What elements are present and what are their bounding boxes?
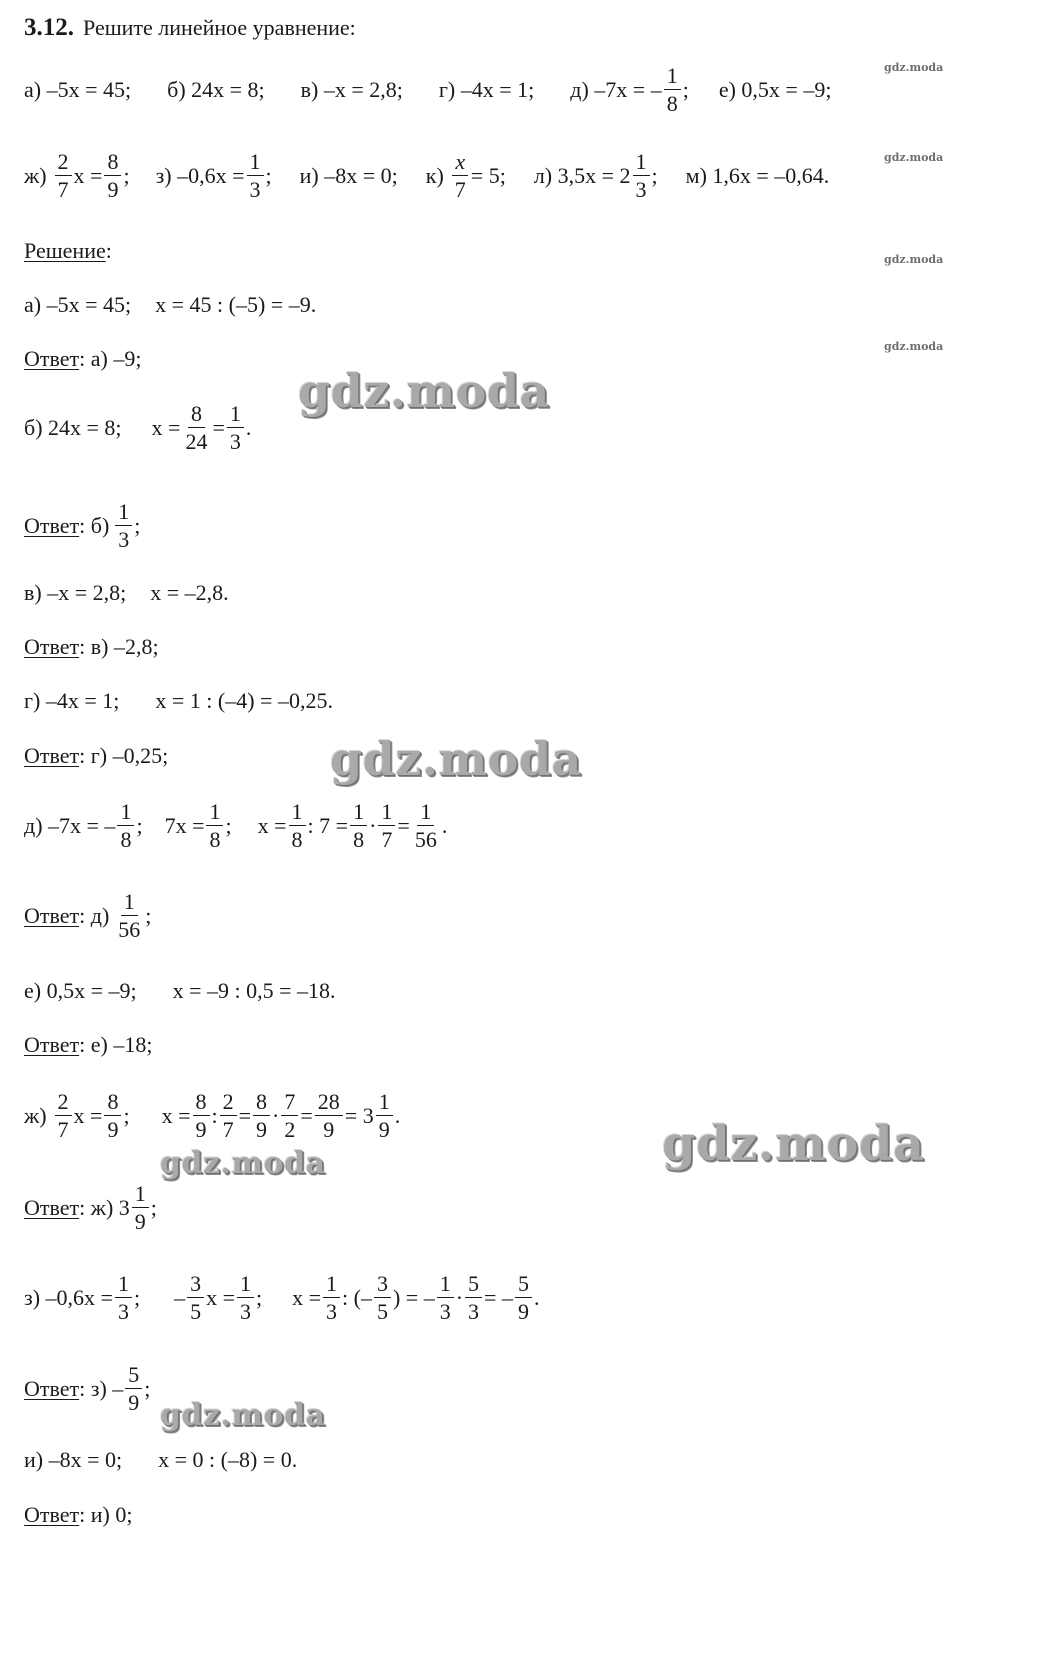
fraction (115, 1272, 132, 1324)
numerator: 1 (115, 500, 132, 526)
numerator: 8 (104, 1090, 121, 1116)
answer-a-value: а) –9; (90, 346, 142, 371)
watermark-medium: gdz.moda (160, 1398, 326, 1433)
close-equals: ) = – (392, 1284, 435, 1310)
answer-z-prefix: з) – (90, 1375, 124, 1401)
solution-g-work: x = 1 : (–4) = –0,25. (155, 688, 333, 713)
semicolon: ; (225, 812, 232, 838)
answer-b-suffix: ; (134, 512, 141, 538)
fraction (289, 800, 306, 852)
answer-label: Ответ (24, 1502, 80, 1527)
period: . (245, 414, 252, 440)
solution-label: Решение (24, 238, 106, 263)
answer-d-suffix: ; (145, 902, 152, 928)
task-b: б) 24x = 8; (167, 76, 265, 102)
solution-v-equation: в) –x = 2,8; (24, 580, 127, 605)
denominator: 7 (57, 176, 69, 202)
task-k-fraction (452, 150, 469, 202)
solution-d-7x: 7x = (164, 812, 205, 838)
solution-d (24, 800, 447, 852)
equals-sign: = 3 (344, 1102, 374, 1128)
solution-z-x: x = (292, 1284, 322, 1310)
denominator: 3 (118, 526, 130, 552)
answer-g-value: г) –0,25; (90, 743, 169, 768)
answer-i-value: и) 0; (90, 1502, 133, 1527)
denominator: 9 (517, 1298, 529, 1324)
denominator: 3 (249, 176, 261, 202)
equals-sign: = (212, 414, 225, 440)
period: . (394, 1102, 401, 1128)
equals-sign: = (300, 1102, 313, 1128)
answer-zh: Ответ : ж) 3 $\frac{1}{9}$ ; (24, 1181, 157, 1234)
answer-label: Ответ (24, 1375, 80, 1401)
numerator: 5 (465, 1272, 482, 1298)
solution-d-x: x = (257, 812, 287, 838)
answer-label: Ответ (24, 634, 80, 659)
numerator: 7 (281, 1090, 298, 1116)
answer-b: Ответ : б) $\frac{1}{3}$ ; (24, 499, 141, 552)
equals-sign: = (397, 812, 410, 838)
numerator: x (452, 150, 468, 176)
numerator: 1 (121, 890, 138, 916)
fraction (374, 1272, 391, 1324)
denominator: 9 (378, 1116, 390, 1142)
fraction (412, 800, 440, 852)
fraction (350, 800, 367, 852)
solution-e (24, 978, 336, 1004)
denominator: 9 (256, 1116, 268, 1142)
numerator: 1 (115, 1272, 132, 1298)
x-equals: x = (73, 1102, 103, 1128)
denominator: 3 (635, 176, 647, 202)
solution-b-equation: б) 24x = 8; (24, 414, 122, 440)
watermark-small: gdz.moda (884, 61, 944, 74)
watermark-large: gdz.moda (298, 364, 550, 418)
numerator: 1 (247, 150, 264, 176)
numerator: 2 (220, 1090, 237, 1116)
fraction (104, 1090, 121, 1142)
task-l-fraction (633, 150, 650, 202)
task-l-prefix: л) 3,5x = 2 (533, 162, 631, 188)
numerator: 5 (125, 1363, 142, 1389)
solution-v (24, 580, 229, 606)
denominator: 5 (190, 1298, 202, 1324)
period: . (533, 1284, 540, 1310)
fraction (315, 1090, 343, 1142)
task-m: м) 1,6x = –0,64. (685, 162, 830, 188)
numerator: 5 (515, 1272, 532, 1298)
answer-zh-fraction (132, 1182, 149, 1234)
task-z-prefix: з) –0,6x = (155, 162, 245, 188)
problem-title: Решите линейное уравнение: (83, 15, 356, 40)
task-row-1 (24, 64, 831, 116)
watermark-medium: gdz.moda (160, 1146, 326, 1181)
fraction (437, 1272, 454, 1324)
denominator: 3 (439, 1298, 451, 1324)
fraction (378, 800, 395, 852)
answer-d-fraction (115, 890, 143, 942)
answer-z: Ответ : з) – $\frac{5}{9}$ ; (24, 1362, 151, 1415)
solution-g-equation: г) –4x = 1; (24, 688, 120, 713)
task-d-prefix: д) –7x = – (570, 76, 662, 102)
answer-v: Ответ : в) –2,8; (24, 634, 159, 659)
equals-minus: = – (484, 1284, 513, 1310)
colon: : (211, 1102, 218, 1128)
numerator: 1 (350, 800, 367, 826)
answer-label: Ответ (24, 1032, 80, 1057)
task-z-suffix: ; (265, 162, 272, 188)
task-g: г) –4x = 1; (438, 76, 535, 102)
numerator: 1 (417, 800, 434, 826)
numerator: 2 (55, 150, 72, 176)
denominator: 7 (381, 826, 393, 852)
solution-z-prefix: з) –0,6x = (24, 1284, 113, 1310)
numerator: 1 (206, 800, 223, 826)
numerator: 8 (188, 402, 205, 428)
answer-a: Ответ : а) –9; (24, 346, 142, 371)
denominator: 7 (222, 1116, 234, 1142)
x-equals: x = (206, 1284, 235, 1310)
denominator: 8 (353, 826, 365, 852)
task-z-fraction (247, 150, 264, 202)
numerator: 1 (117, 800, 134, 826)
fraction (193, 1090, 210, 1142)
fraction (227, 402, 244, 454)
task-zh-fraction-2 (104, 150, 121, 202)
answer-zh-suffix: ; (150, 1194, 157, 1220)
denominator: 8 (120, 826, 132, 852)
task-v: в) –x = 2,8; (300, 76, 403, 102)
numerator: 3 (187, 1272, 204, 1298)
watermark-large: gdz.moda (662, 1116, 925, 1172)
watermark-small: gdz.moda (884, 151, 944, 164)
period: . (441, 812, 448, 838)
answer-label: Ответ (24, 902, 80, 928)
numerator: 3 (374, 1272, 391, 1298)
task-zh-prefix: ж) (24, 162, 47, 188)
semicolon: ; (123, 1102, 130, 1128)
fraction (220, 1090, 237, 1142)
semicolon: ; (255, 1284, 263, 1310)
denominator: 9 (107, 1116, 119, 1142)
numerator: 8 (193, 1090, 210, 1116)
problem-header (24, 14, 356, 42)
numerator: 1 (227, 402, 244, 428)
solution-i (24, 1447, 297, 1473)
solution-d-prefix: д) –7x = – (24, 812, 116, 838)
denominator: 3 (117, 1298, 129, 1324)
task-d-suffix: ; (682, 76, 689, 102)
numerator: 1 (437, 1272, 454, 1298)
answer-z-suffix: ; (144, 1375, 151, 1401)
fraction (206, 800, 223, 852)
fraction (323, 1272, 340, 1324)
fraction (376, 1090, 393, 1142)
denominator: 56 (414, 826, 437, 852)
answer-g: Ответ : г) –0,25; (24, 743, 169, 768)
answer-label: Ответ (24, 512, 80, 538)
answer-e-value: е) –18; (90, 1032, 153, 1057)
solution-v-work: x = –2,8. (150, 580, 229, 605)
denominator: 3 (239, 1298, 251, 1324)
numerator: 1 (376, 1090, 393, 1116)
task-i: и) –8x = 0; (299, 162, 398, 188)
task-l-suffix: ; (651, 162, 658, 188)
numerator: 1 (664, 64, 681, 90)
denominator: 9 (107, 176, 119, 202)
fraction (253, 1090, 270, 1142)
numerator: 1 (289, 800, 306, 826)
multiply-dot: · (455, 1284, 464, 1310)
denominator: 7 (454, 176, 466, 202)
colon-open: : (– (342, 1284, 372, 1310)
task-zh-mid: x = (73, 162, 103, 188)
division: : 7 = (307, 812, 349, 838)
numerator: 2 (55, 1090, 72, 1116)
numerator: 1 (237, 1272, 254, 1298)
denominator: 56 (118, 916, 141, 942)
denominator: 5 (376, 1298, 388, 1324)
task-zh-suffix: ; (123, 162, 130, 188)
solution-heading: Решение : (24, 238, 112, 263)
problem-number: 3.12. (24, 14, 74, 41)
solution-z (24, 1272, 539, 1324)
fraction (237, 1272, 254, 1324)
task-e: е) 0,5x = –9; (718, 76, 832, 102)
task-k-prefix: к) (425, 162, 444, 188)
task-a: а) –5x = 45; (24, 76, 132, 102)
fraction (465, 1272, 482, 1324)
denominator: 8 (291, 826, 303, 852)
solution-e-equation: е) 0,5x = –9; (24, 978, 137, 1003)
answer-label: Ответ (24, 1194, 80, 1220)
answer-d-prefix: д) (90, 902, 110, 928)
solution-a (24, 292, 316, 318)
equals-sign: = (238, 1102, 252, 1128)
solution-a-work: x = 45 : (–5) = –9. (155, 292, 317, 317)
answer-b-fraction (115, 500, 132, 552)
denominator: 9 (128, 1389, 140, 1415)
denominator: 8 (209, 826, 221, 852)
answer-b-prefix: б) (90, 512, 110, 538)
fraction (182, 402, 210, 454)
solution-zh (24, 1090, 400, 1142)
numerator: 8 (104, 150, 121, 176)
numerator: 1 (378, 800, 395, 826)
solution-zh-x: x = (161, 1102, 191, 1128)
denominator: 2 (284, 1116, 296, 1142)
fraction (55, 1090, 72, 1142)
fraction (117, 800, 134, 852)
multiply-dot: · (272, 1102, 280, 1128)
watermark-large: gdz.moda (330, 732, 582, 786)
solution-b-x: x = (151, 414, 181, 440)
answer-z-fraction (125, 1363, 142, 1415)
answer-zh-prefix: ж) 3 (90, 1194, 130, 1220)
answer-label: Ответ (24, 346, 80, 371)
numerator: 1 (132, 1182, 149, 1208)
fraction (515, 1272, 532, 1324)
answer-label: Ответ (24, 743, 80, 768)
solution-i-work: x = 0 : (–8) = 0. (158, 1447, 298, 1472)
multiply-dot: · (369, 812, 377, 838)
numerator: 8 (253, 1090, 270, 1116)
watermark-small: gdz.moda (884, 340, 944, 353)
denominator: 7 (57, 1116, 69, 1142)
solution-zh-prefix: ж) (24, 1102, 47, 1128)
answer-e: Ответ : е) –18; (24, 1032, 153, 1057)
denominator: 8 (666, 90, 678, 116)
solution-a-equation: а) –5x = 45; (24, 292, 132, 317)
task-row-2 (24, 150, 829, 202)
solution-i-equation: и) –8x = 0; (24, 1447, 123, 1472)
task-d-fraction (664, 64, 681, 116)
task-zh-fraction-1 (55, 150, 72, 202)
answer-d: Ответ : д) $\frac{1}{56}$ ; (24, 889, 152, 942)
fraction (187, 1272, 204, 1324)
numerator: 1 (323, 1272, 340, 1298)
semicolon: ; (133, 1284, 141, 1310)
watermark-small: gdz.moda (884, 253, 944, 266)
denominator: 9 (195, 1116, 207, 1142)
denominator: 9 (134, 1208, 146, 1234)
denominator: 3 (326, 1298, 338, 1324)
numerator: 1 (633, 150, 650, 176)
answer-v-value: в) –2,8; (90, 634, 159, 659)
task-k-suffix: = 5; (470, 162, 506, 188)
denominator: 9 (323, 1116, 335, 1142)
solution-e-work: x = –9 : 0,5 = –18. (172, 978, 336, 1003)
minus-sign: – (174, 1284, 186, 1310)
denominator: 24 (185, 428, 208, 454)
solution-g (24, 688, 333, 714)
semicolon: ; (136, 812, 143, 838)
denominator: 3 (468, 1298, 480, 1324)
fraction (281, 1090, 298, 1142)
numerator: 28 (315, 1090, 343, 1116)
solution-b (24, 402, 251, 454)
denominator: 3 (229, 428, 241, 454)
answer-i: Ответ : и) 0; (24, 1502, 133, 1527)
